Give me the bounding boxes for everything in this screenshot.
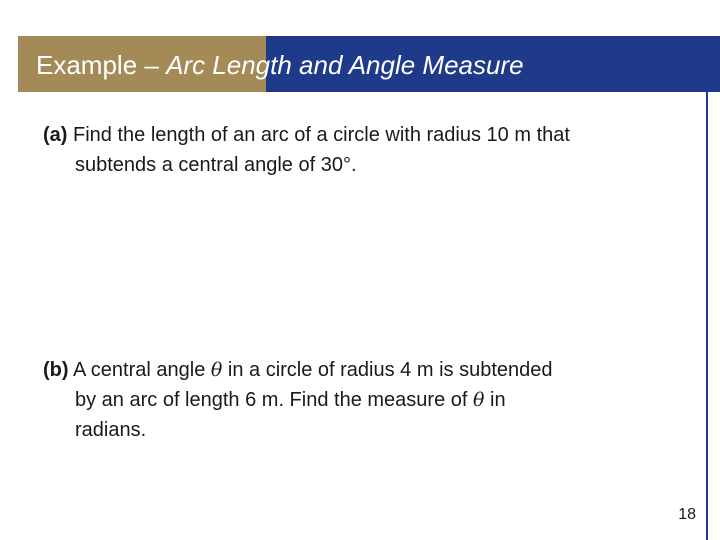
problem-b: [43, 355, 693, 445]
theta-symbol: θ: [210, 359, 223, 381]
problem-a-line2: subtends a central angle of 30°.: [75, 154, 357, 176]
problem-a: [43, 120, 693, 180]
problem-b-line3: radians.: [75, 419, 147, 441]
problem-b-line2-post: in: [484, 389, 506, 411]
slide-title: [36, 36, 524, 92]
problem-b-line1-pre: A central angle: [68, 359, 211, 381]
problem-b-line2: [43, 385, 693, 415]
theta-symbol: θ: [473, 389, 485, 411]
title-prefix: Example –: [36, 50, 167, 80]
page-number: 18: [678, 506, 696, 523]
problem-a-label: (a): [43, 124, 68, 146]
title-italic: Arc Length and Angle Measure: [166, 50, 524, 80]
problem-b-line1-post: in a circle of radius 4 m is subtended: [222, 359, 553, 381]
problem-b-label: (b): [43, 359, 69, 381]
problem-a-line1: Find the length of an arc of a circle with radius 10 m that: [67, 124, 570, 146]
problem-b-line2-pre: by an arc of length 6 m. Find the measure of: [75, 389, 473, 411]
title-bar: [18, 36, 720, 92]
right-edge-rule: [706, 92, 708, 540]
